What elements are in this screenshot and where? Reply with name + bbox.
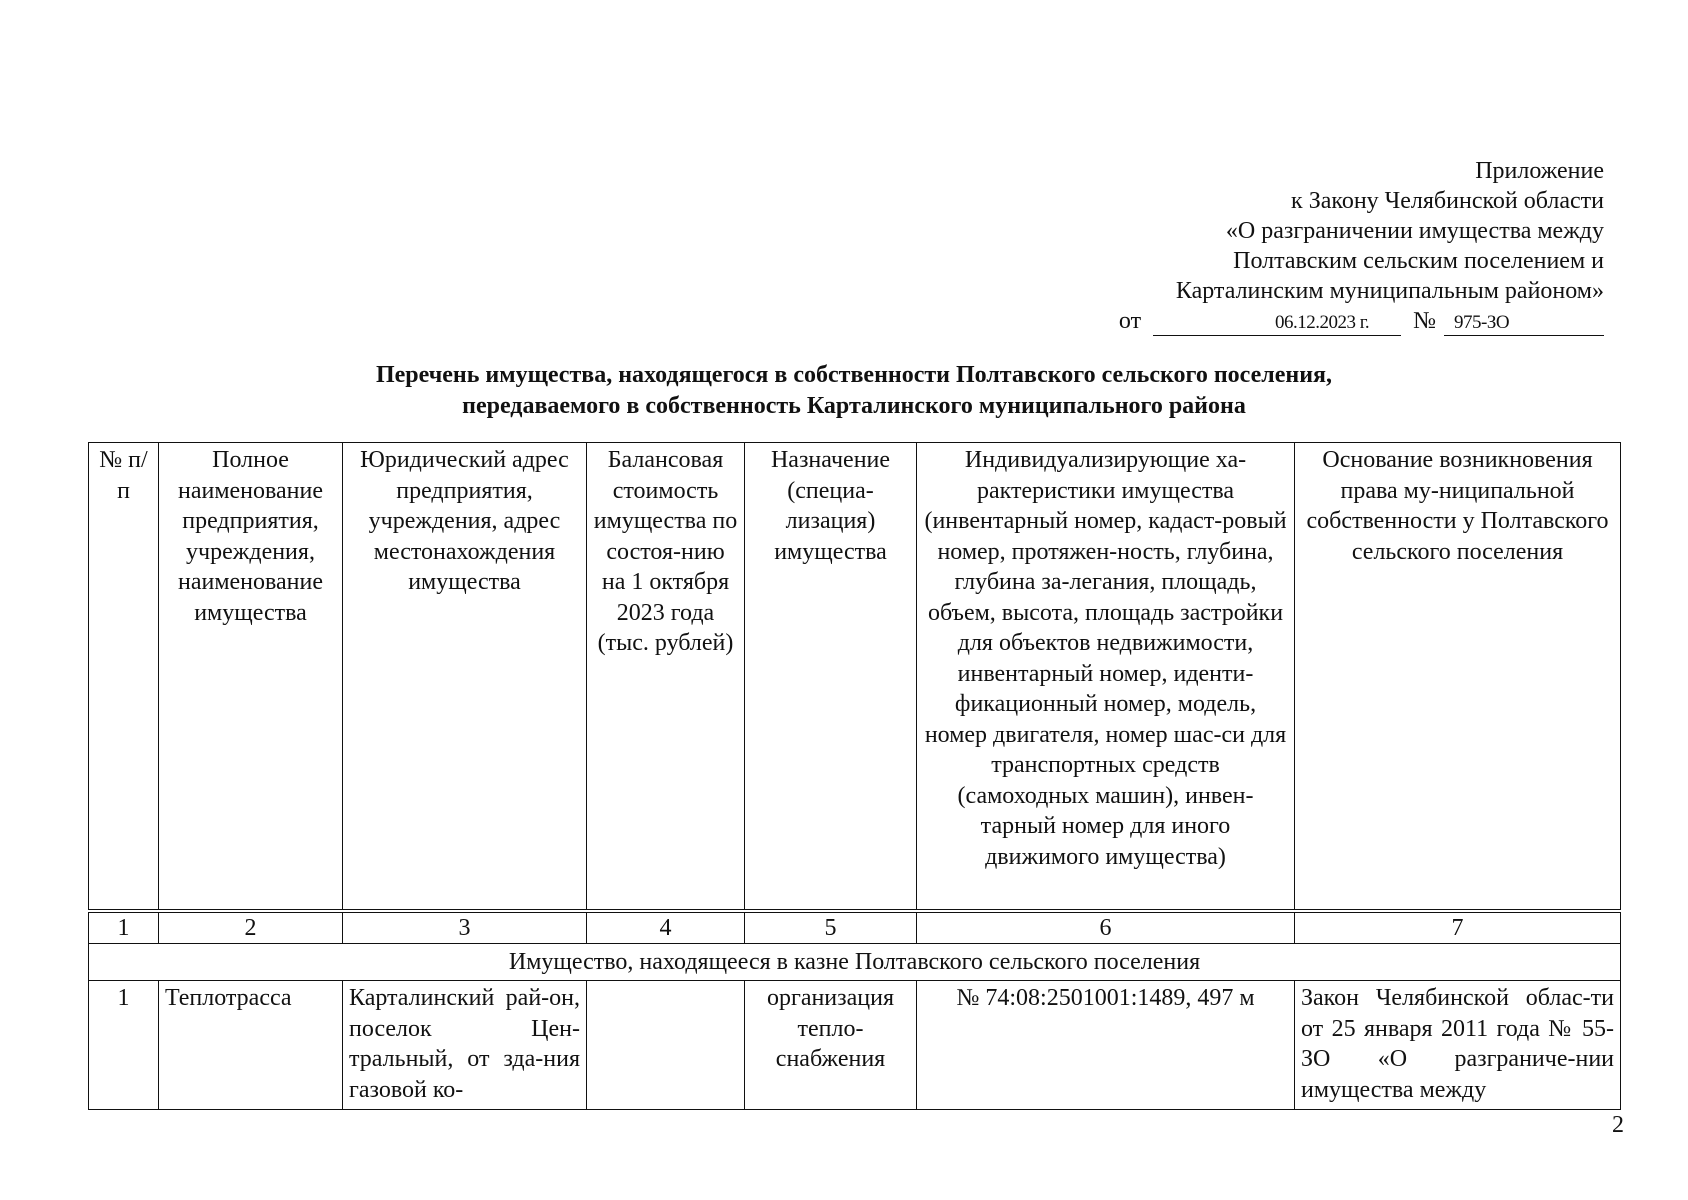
column-number: 4	[587, 911, 745, 944]
column-number-row	[89, 911, 1621, 944]
document-title	[88, 360, 1620, 422]
column-number: 1	[89, 911, 159, 944]
appendix-line: Карталинским муниципальным районом»	[1175, 278, 1604, 304]
cell-purpose: организация тепло-снабжения	[745, 981, 917, 1110]
column-number: 2	[159, 911, 343, 944]
cell-balance-value	[587, 981, 745, 1110]
header-number: № п/п	[89, 443, 159, 912]
cell-address: Карталинский рай-он, поселок Цен-тральный, от зда-ния газовой ко-	[343, 981, 587, 1110]
appendix-line: Полтавским сельским поселением и	[1233, 248, 1604, 274]
header-address: Юридический адрес предприятия, учреждения, адрес местонахождения имущества	[343, 443, 587, 912]
header-name: Полное наименование предприятия, учреждения, наименование имущества	[159, 443, 343, 912]
from-label: от	[1118, 308, 1142, 334]
law-number: 975-ЗО	[1444, 311, 1604, 336]
section-row	[89, 944, 1621, 981]
title-line-2: передаваемого в собственность Карталинского муниципального района	[462, 393, 1246, 419]
cell-name: Теплотрасса	[159, 981, 343, 1110]
header-balance-value: Балансовая стоимость имущества по состоя-нию на 1 октября 2023 года (тыс. рублей)	[587, 443, 745, 912]
appendix-line: Приложение	[1475, 158, 1604, 184]
cell-number: 1	[89, 981, 159, 1110]
section-title: Имущество, находящееся в казне Полтавского сельского поселения	[89, 944, 1621, 981]
appendix-line: к Закону Челябинской области	[1291, 188, 1604, 214]
header-basis: Основание возникновения права му-ниципальной собственности у Полтавского сельского поселения	[1295, 443, 1621, 912]
appendix-line: «О разграничении имущества между	[1225, 218, 1604, 244]
property-table	[88, 442, 1621, 1110]
column-number: 5	[745, 911, 917, 944]
column-number: 3	[343, 911, 587, 944]
cell-basis: Закон Челябинской облас-ти от 25 января 2011 года № 55-ЗО «О разграниче-нии имущества между	[1295, 981, 1621, 1110]
header-row	[89, 443, 1621, 912]
header-purpose: Назначение (специа-лизация) имущества	[745, 443, 917, 912]
column-number: 7	[1295, 911, 1621, 944]
law-date-line	[1119, 306, 1604, 336]
law-date: 06.12.2023 г.	[1153, 311, 1401, 336]
title-line-1: Перечень имущества, находящегося в собственности Полтавского сельского поселения,	[375, 362, 1333, 388]
table-row	[89, 981, 1621, 1110]
column-number: 6	[917, 911, 1295, 944]
page-number: 2	[1612, 1112, 1624, 1138]
cell-characteristics: № 74:08:2501001:1489, 497 м	[917, 981, 1295, 1110]
appendix-block	[1119, 156, 1604, 336]
number-label: №	[1413, 308, 1436, 334]
header-characteristics: Индивидуализирующие ха-рактеристики имущества (инвентарный номер, кадаст-ровый номер, протяжен-ность, глубина, глубина за-легания, площадь, объем, высота, площадь застройки для объектов недвижимости, инвентарный номер, иденти-фикационный номер, модель, номер двигателя, номер шас-си для транспортных средств (самоходных машин), инвен-тарный номер для иного движимого имущества)	[917, 443, 1295, 912]
